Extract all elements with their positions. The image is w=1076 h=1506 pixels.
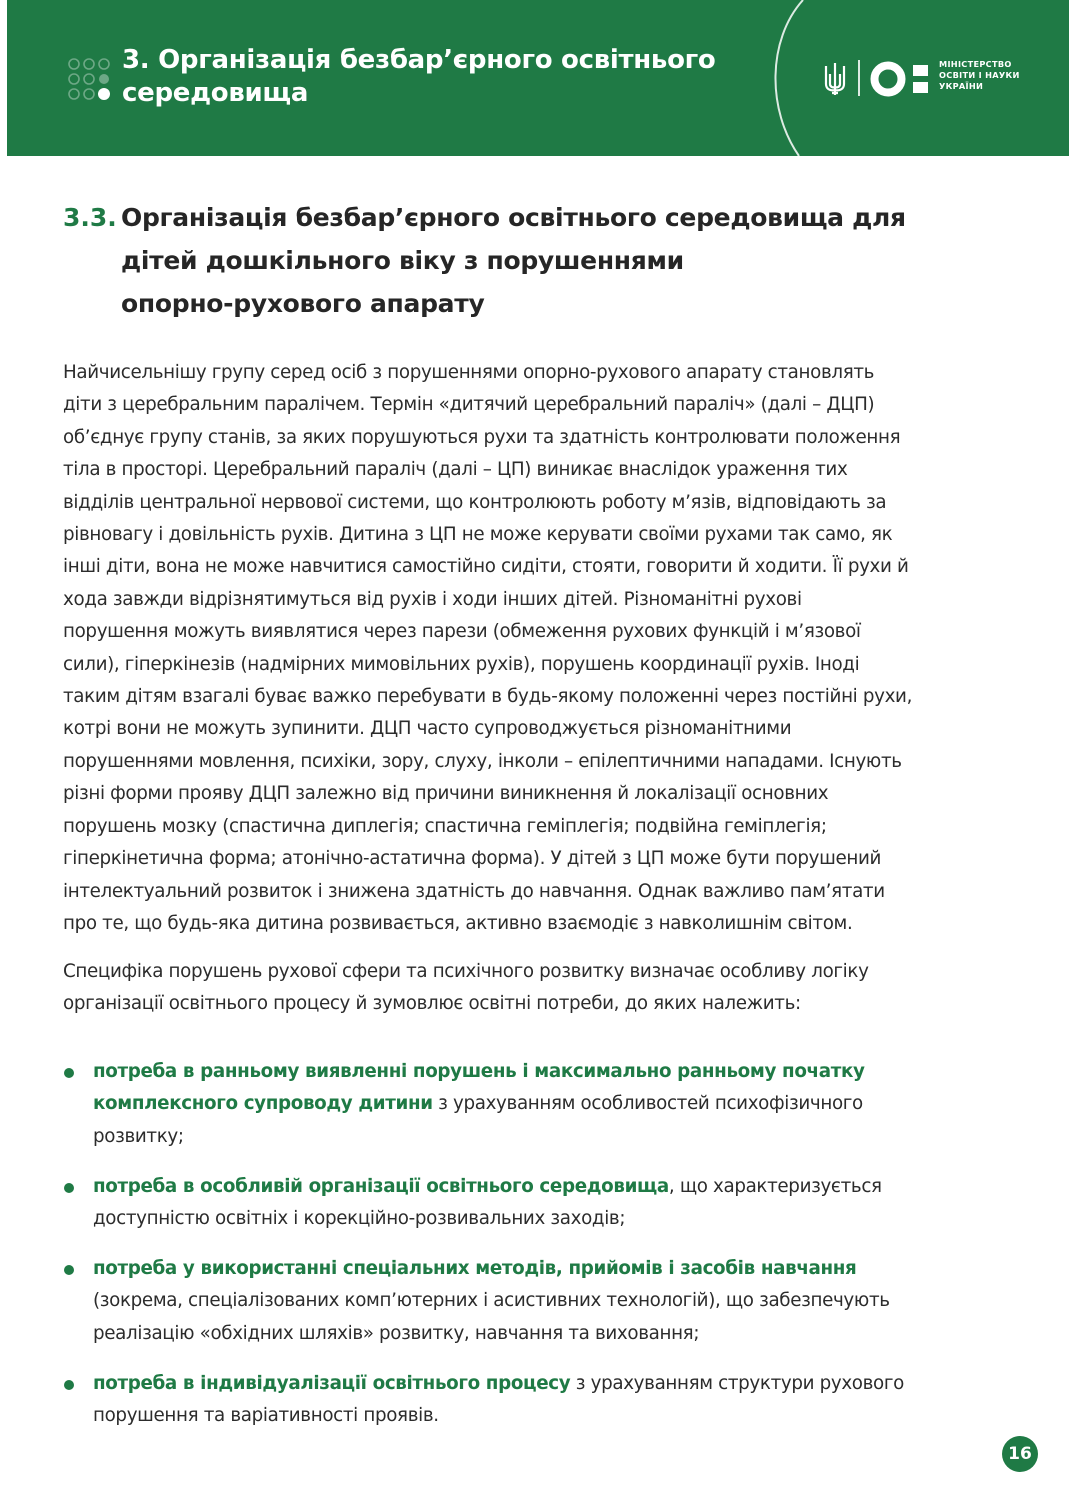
paragraph-line: інтелектуальний розвиток і знижена здатність до навчання. Однак важливо пам’ятати	[63, 880, 885, 902]
paragraph-line: хода завжди відрізнятимуться від рухів і ходи інших дітей. Різноманітні рухові	[63, 588, 802, 610]
list-item-text-part: з урахуванням структури рухового	[570, 1373, 904, 1394]
paragraph-line: різні форми прояву ДЦП залежно від причини виникнення й локалізації основних	[63, 783, 829, 805]
paragraph-line: сили), гіперкінезів (надмірних мимовільних рухів), порушень координації рухів. Іноді	[63, 653, 860, 675]
paragraph-line: порушення можуть виявлятися через парези (обмеження рухових функцій і м’язової	[63, 621, 861, 643]
paragraph-line: порушеннями мовлення, психіки, зору, слуху, інколи – епілептичними нападами. Існують	[63, 750, 902, 772]
page-number-badge: 16	[1002, 1436, 1038, 1472]
logo-divider	[858, 60, 860, 96]
ukraine-trident-icon	[822, 60, 848, 98]
highlighted-text: потреба в особливій організації освітнього середовища	[93, 1176, 669, 1197]
paragraph-line: інші діти, вона не може навчитися самостійно сидіти, стояти, говорити й ходити. Її рухи й	[63, 556, 909, 578]
paragraph-line: об’єднує групу станів, за яких порушуються рухи та здатність контролювати положення	[63, 426, 901, 448]
paragraph-line: тіла в просторі. Церебральний параліч (далі – ЦП) виникає внаслідок ураження тих	[63, 459, 848, 481]
paragraph-line: Найчисельнішу групу серед осіб з порушеннями опорно-рухового апарату становлять	[63, 362, 875, 383]
section-title-line: опорно-рухового апарату	[121, 289, 485, 318]
paragraph-line: відділів центральної нервової системи, що контролюють роботу м’язів, відповідають за	[63, 491, 887, 513]
highlighted-text: потреба в індивідуалізації освітнього процесу	[93, 1373, 571, 1394]
paragraph-line: діти з церебральним паралічем. Термін «дитячий церебральний параліч» (далі – ДЦП)	[63, 394, 875, 416]
paragraph-line: рівновагу і довільність рухів. Дитина з ЦП не може керувати своїми рухами так само, як	[63, 524, 893, 546]
chapter-title-line: середовища	[122, 78, 309, 108]
ministry-logo-icon	[869, 60, 933, 98]
section-title-line: дітей дошкільного віку з порушеннями	[121, 246, 684, 275]
chapter-header	[7, 0, 1069, 156]
ministry-name-line: ОСВІТИ І НАУКИ	[939, 70, 1020, 80]
list-item-text	[93, 1253, 1038, 1350]
list-item-text-part: реалізацію «обхідних шляхів» розвитку, навчання та виховання;	[93, 1322, 700, 1344]
list-item-text	[93, 1368, 1038, 1433]
chapter-title-line: 3. Організація безбар’єрного освітнього	[122, 45, 716, 75]
list-item-text-part: доступністю освітніх і корекційно-розвивальних заходів;	[93, 1208, 626, 1230]
bullet-dot	[64, 1265, 74, 1275]
list-item-text	[93, 1171, 1038, 1236]
paragraph-line: таким дітям взагалі буває важко перебувати в будь-якому положенні через постійні рухи,	[63, 686, 913, 708]
chapter-title	[122, 44, 742, 110]
ministry-name	[939, 59, 1049, 92]
highlighted-text: потреба в ранньому виявленні порушень і максимально ранньому початку	[93, 1061, 865, 1082]
paragraph-line: про те, що будь-яка дитина розвивається, активно взаємодіє з навколишнім світом.	[63, 912, 853, 934]
section-title	[121, 196, 1001, 325]
bullet-dot	[64, 1380, 74, 1390]
bullet-dot	[64, 1068, 74, 1078]
list-item-text-part: (зокрема, спеціалізованих комп’ютерних і асистивних технологій), що забезпечують	[93, 1290, 890, 1312]
dots-grid-icon	[65, 55, 113, 103]
paragraph-line: Специфіка порушень рухової сфери та психічного розвитку визначає особливу логіку	[63, 961, 869, 982]
ministry-name-line: УКРАЇНИ	[939, 81, 984, 91]
section-number: 3.3.	[63, 203, 117, 232]
ministry-name-line: МІНІСТЕРСТВО	[939, 59, 1012, 69]
section-title-line: Організація безбар’єрного освітнього середовища для	[121, 203, 906, 232]
body-paragraph	[63, 956, 1038, 1021]
highlighted-text: комплексного супроводу дитини	[93, 1093, 433, 1115]
bullet-dot	[64, 1183, 74, 1193]
paragraph-line: гіперкінетична форма; атонічно-астатична форма). У дітей з ЦП може бути порушений	[63, 848, 882, 870]
list-item-text-part: , що характеризується	[668, 1176, 882, 1197]
body-paragraph	[63, 357, 1038, 940]
paragraph-line: котрі вони не можуть зупинити. ДЦП часто супроводжується різноманітними	[63, 718, 792, 740]
paragraph-line: порушень мозку (спастична диплегія; спастична геміплегія; подвійна геміплегія;	[63, 815, 827, 837]
highlighted-text: потреба у використанні спеціальних методів, прийомів і засобів навчання	[93, 1258, 857, 1279]
list-item-text-part: порушення та варіативності проявів.	[93, 1405, 439, 1427]
list-item-text-part: розвитку;	[93, 1125, 184, 1147]
list-item-text	[93, 1056, 1038, 1153]
list-item-text-part: з урахуванням особливостей психофізичного	[432, 1093, 863, 1115]
paragraph-line: організації освітнього процесу й зумовлює освітні потреби, до яких належить:	[63, 993, 801, 1015]
